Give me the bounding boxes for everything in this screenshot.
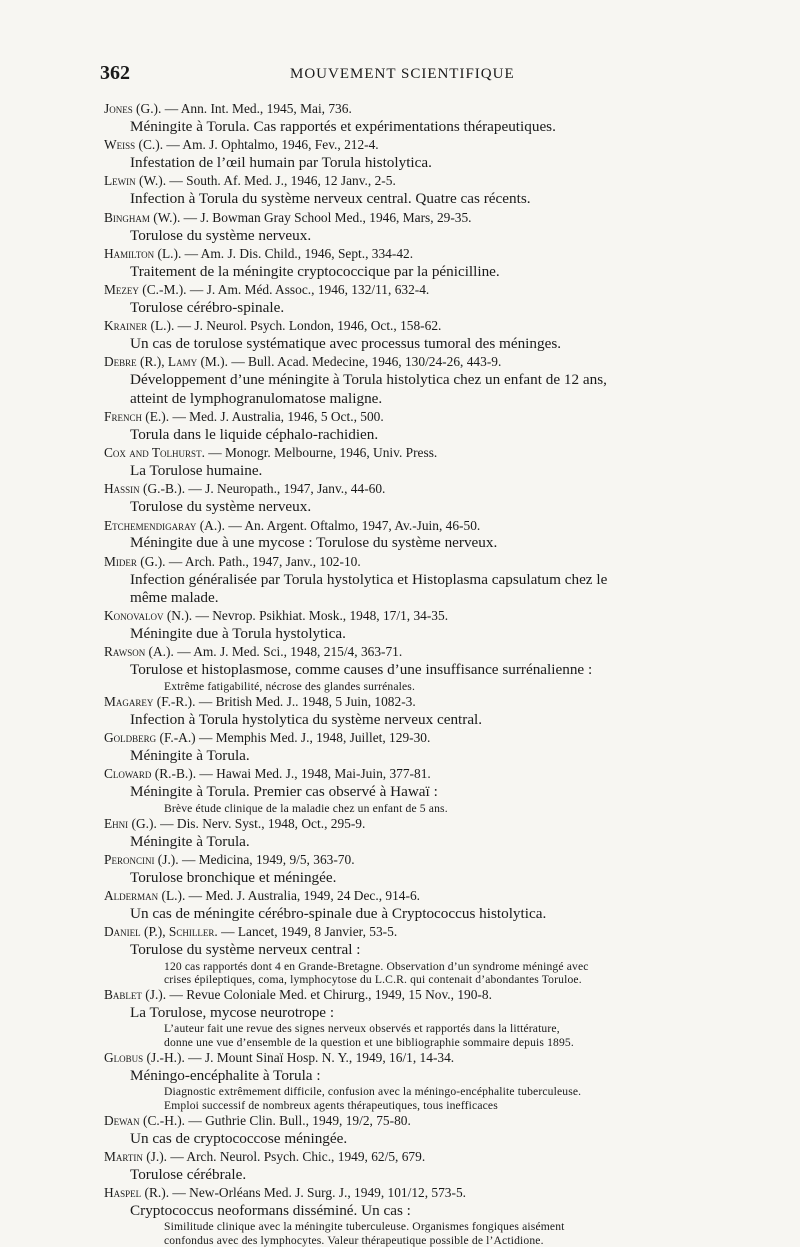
entry-summary-line: 120 cas rapportés dont 4 en Grande-Bretagne. Observation d’un syndrome méningé avec — [164, 959, 589, 973]
bibliography-entry — [104, 281, 744, 317]
entry-summary-line: Similitude clinique avec la méningite tuberculeuse. Organismes fongiques aisément — [164, 1220, 565, 1234]
bibliography-entry — [104, 444, 744, 480]
running-head: MOUVEMENT SCIENTIFIQUE — [290, 66, 515, 82]
entry-author: Etchemendigaray (A.). — [104, 517, 225, 533]
page-header — [100, 62, 710, 92]
entry-author: Globus (J.-H.). — [104, 1050, 185, 1066]
entry-citation-line — [104, 1049, 744, 1067]
bibliography-entry — [104, 923, 744, 986]
entry-citation-line — [104, 245, 744, 263]
entry-author: Peroncini (J.). — [104, 852, 179, 868]
bibliography-entry — [104, 209, 744, 245]
bibliography-entry — [104, 1148, 744, 1184]
entry-title: Un cas de torulose systématique avec processus tumoral des méninges. — [130, 335, 562, 353]
entry-title: Torulose cérébrale. — [130, 1165, 247, 1183]
entry-title: Cryptococcus neoformans disséminé. Un cas : — [130, 1202, 411, 1220]
entry-citation-line — [104, 172, 744, 190]
entry-author: Hamilton (L.). — [104, 245, 182, 261]
entry-source: — J. Am. Méd. Assoc., 1946, 132/11, 632-4. — [186, 282, 430, 298]
entry-author: Debre (R.), Lamy (M.). — [104, 354, 228, 370]
entry-citation-line — [104, 100, 744, 118]
entry-source: — Guthrie Clin. Bull., 1949, 19/2, 75-80. — [185, 1112, 411, 1128]
bibliography-entry — [104, 480, 744, 516]
entry-title: Infection à Torula du système nerveux central. Quatre cas récents. — [130, 190, 531, 208]
entry-source: — Medicina, 1949, 9/5, 363-70. — [178, 852, 355, 868]
entry-summary-line: L’auteur fait une revue des signes nerveux observés et rapportés dans la littérature, — [164, 1022, 560, 1036]
entry-title-continued: même malade. — [130, 588, 219, 606]
entry-citation-line — [104, 643, 744, 661]
entry-citation-line — [104, 517, 744, 535]
entry-source: — J. Bowman Gray School Med., 1946, Mars, 29-35. — [180, 209, 472, 225]
entry-author: French (E.). — [104, 408, 170, 424]
entry-source: — Monogr. Melbourne, 1946, Univ. Press. — [204, 445, 438, 461]
bibliography-list — [104, 100, 744, 1247]
entry-title: Développement d’une méningite à Torula histolytica chez un enfant de 12 ans, — [130, 371, 607, 389]
entry-citation-line — [104, 480, 744, 498]
entry-source: — J. Mount Sinaï Hosp. N. Y., 1949, 16/1, 14-34. — [184, 1050, 455, 1066]
entry-title: Infection généralisée par Torula hystolytica et Histoplasma capsulatum chez le — [130, 570, 608, 588]
entry-author: Dewan (C.-H.). — [104, 1112, 186, 1128]
entry-summary-line: confondus avec des lymphocytes. Valeur thérapeutique possible de l’Actidione. — [164, 1233, 544, 1247]
entry-source: — Revue Coloniale Med. et Chirurg., 1949, 15 Nov., 190-8. — [166, 987, 492, 1003]
entry-source: — Lancet, 1949, 8 Janvier, 53-5. — [217, 924, 398, 940]
entry-title: Méningite à Torula. — [130, 832, 250, 850]
page-number: 362 — [100, 62, 130, 84]
entry-title: La Torulose, mycose neurotrope : — [130, 1004, 335, 1022]
entry-source: — Arch. Neurol. Psych. Chic., 1949, 62/5, 679. — [167, 1149, 426, 1165]
entry-title: Infestation de l’œil humain par Torula histolytica. — [130, 154, 432, 172]
bibliography-entry — [104, 1049, 744, 1112]
entry-source: — New-Orléans Med. J. Surg. J., 1949, 101/12, 573-5. — [169, 1185, 467, 1201]
bibliography-entry — [104, 408, 744, 444]
entry-citation-line — [104, 553, 744, 571]
entry-summary-line: donne une vue d’ensemble de la question et une bibliographie sommaire depuis 1895. — [164, 1035, 574, 1049]
bibliography-entry — [104, 851, 744, 887]
entry-author: Martin (J.). — [104, 1149, 168, 1165]
entry-summary-line: Extrême fatigabilité, nécrose des glandes surrénales. — [164, 679, 415, 693]
entry-citation-line — [104, 281, 744, 299]
bibliography-entry — [104, 1112, 744, 1148]
entry-title: Infection à Torula hystolytica du système nerveux central. — [130, 710, 483, 728]
entry-title: Torulose du système nerveux. — [130, 226, 312, 244]
entry-title: Méningite due à Torula hystolytica. — [130, 625, 346, 643]
entry-summary-line: Emploi successif de nombreux agents thérapeutiques, tous inefficaces — [164, 1098, 498, 1112]
entry-title: Torulose cérébro-spinale. — [130, 298, 285, 316]
entry-citation-line — [104, 765, 744, 783]
bibliography-entry — [104, 245, 744, 281]
entry-title: Torulose du système nerveux. — [130, 498, 312, 516]
entry-author: Weiss (C.). — [104, 137, 164, 153]
entry-source: — Am. J. Dis. Child., 1946, Sept., 334-42. — [181, 245, 414, 261]
entry-author: Haspel (R.). — [104, 1185, 170, 1201]
entry-citation-line — [104, 136, 744, 154]
entry-citation-line — [104, 986, 744, 1004]
entry-summary-line: crises épileptiques, coma, lymphocytose du L.C.R. qui contenait d’abondantes Toruloe. — [164, 972, 582, 986]
bibliography-entry — [104, 1184, 744, 1247]
entry-author: Ehni (G.). — [104, 815, 157, 831]
bibliography-entry — [104, 693, 744, 729]
entry-source: — Ann. Int. Med., 1945, Mai, 736. — [161, 101, 352, 116]
entry-citation-line — [104, 317, 744, 335]
entry-title: Torulose et histoplasmose, comme causes d’une insuffisance surrénalienne : — [130, 661, 593, 679]
entry-source: — Med. J. Australia, 1949, 24 Dec., 914-6. — [185, 888, 420, 904]
bibliography-entry — [104, 172, 744, 208]
bibliography-entry — [104, 643, 744, 693]
entry-author: Lewin (W.). — [104, 173, 167, 189]
entry-author: Alderman (L.). — [104, 888, 186, 904]
bibliography-entry — [104, 136, 744, 172]
entry-citation-line — [104, 607, 744, 625]
bibliography-entry — [104, 100, 744, 136]
entry-citation-line — [104, 444, 744, 462]
entry-citation-line — [104, 1112, 744, 1130]
entry-source: — Hawai Med. J., 1948, Mai-Juin, 377-81. — [196, 766, 431, 782]
entry-source: — Dis. Nerv. Syst., 1948, Oct., 295-9. — [156, 815, 366, 831]
entry-source: — Bull. Acad. Medecine, 1946, 130/24-26, 443-9. — [227, 354, 502, 370]
entry-citation-line — [104, 693, 744, 711]
entry-author: Cloward (R.-B.). — [104, 766, 197, 782]
entry-summary-line: Diagnostic extrêmement difficile, confusion avec la méningo-encéphalite tuberculeuse. — [164, 1085, 582, 1099]
entry-source: — Nevrop. Psikhiat. Mosk., 1948, 17/1, 34-35. — [192, 608, 449, 624]
entry-author: Hassin (G.-B.). — [104, 481, 186, 497]
entry-title-continued: atteint de lymphogranulomatose maligne. — [130, 389, 383, 407]
entry-author: Jones (G.). — [104, 101, 162, 116]
entry-title: Méningite due à une mycose : Torulose du système nerveux. — [130, 534, 498, 552]
entry-source: — An. Argent. Oftalmo, 1947, Av.-Juin, 46-50. — [224, 517, 481, 533]
bibliography-entry — [104, 553, 744, 608]
entry-author: Magarey (F.-R.). — [104, 693, 196, 709]
entry-source: — Am. J. Ophtalmo, 1946, Fev., 212-4. — [163, 137, 379, 153]
entry-title: Méningite à Torula. — [130, 747, 250, 765]
entry-author: Mider (G.). — [104, 553, 166, 569]
bibliography-entry — [104, 517, 744, 553]
entry-citation-line — [104, 1184, 744, 1202]
entry-title: Méningo-encéphalite à Torula : — [130, 1066, 321, 1084]
bibliography-entry — [104, 607, 744, 643]
entry-title: Méningite à Torula. Premier cas observé à Hawaï : — [130, 783, 438, 801]
entry-summary-line: Brève étude clinique de la maladie chez un enfant de 5 ans. — [164, 801, 448, 815]
entry-author: Konovalov (N.). — [104, 608, 193, 624]
entry-author: Cox and Tolhurst. — [104, 445, 205, 461]
bibliography-entry — [104, 986, 744, 1049]
entry-citation-line — [104, 408, 744, 426]
entry-title: Torulose bronchique et méningée. — [130, 868, 337, 886]
entry-author: Rawson (A.). — [104, 644, 174, 660]
entry-author: Daniel (P.), Schiller. — [104, 924, 218, 940]
entry-source: — Memphis Med. J., 1948, Juillet, 129-30. — [195, 730, 431, 746]
entry-author: Bablet (J.). — [104, 987, 167, 1003]
entry-author: Krainer (L.). — [104, 318, 175, 334]
entry-source: — Am. J. Med. Sci., 1948, 215/4, 363-71. — [173, 644, 403, 660]
entry-citation-line — [104, 353, 744, 371]
entry-citation-line — [104, 209, 744, 227]
entry-author: Goldberg (F.-A.) — [104, 730, 196, 746]
entry-title: Traitement de la méningite cryptococcique par la pénicilline. — [130, 262, 500, 280]
entry-citation-line — [104, 851, 744, 869]
bibliography-entry — [104, 729, 744, 765]
entry-author: Bingham (W.). — [104, 209, 181, 225]
entry-title: Méningite à Torula. Cas rapportés et expérimentations thérapeutiques. — [130, 117, 556, 135]
entry-title: La Torulose humaine. — [130, 462, 263, 480]
bibliography-entry — [104, 317, 744, 353]
entry-title: Torulose du système nerveux central : — [130, 941, 361, 959]
bibliography-entry — [104, 887, 744, 923]
entry-author: Mezey (C.-M.). — [104, 282, 187, 298]
entry-source: — British Med. J.. 1948, 5 Juin, 1082-3. — [195, 693, 416, 709]
entry-title: Torula dans le liquide céphalo-rachidien. — [130, 425, 379, 443]
bibliography-entry — [104, 815, 744, 851]
entry-citation-line — [104, 923, 744, 941]
bibliography-entry — [104, 353, 744, 408]
entry-citation-line — [104, 815, 744, 833]
entry-citation-line — [104, 1148, 744, 1166]
entry-citation-line — [104, 729, 744, 747]
entry-source: — J. Neuropath., 1947, Janv., 44-60. — [185, 481, 386, 497]
bibliography-entry — [104, 765, 744, 815]
entry-citation-line — [104, 887, 744, 905]
entry-source: — Arch. Path., 1947, Janv., 102-10. — [165, 553, 361, 569]
entry-source: — Med. J. Australia, 1946, 5 Oct., 500. — [169, 408, 384, 424]
entry-source: — J. Neurol. Psych. London, 1946, Oct., 158-62. — [174, 318, 442, 334]
entry-title: Un cas de cryptococcose méningée. — [130, 1129, 348, 1147]
entry-source: — South. Af. Med. J., 1946, 12 Janv., 2-5. — [166, 173, 396, 189]
entry-title: Un cas de méningite cérébro-spinale due à Cryptococcus histolytica. — [130, 905, 547, 923]
